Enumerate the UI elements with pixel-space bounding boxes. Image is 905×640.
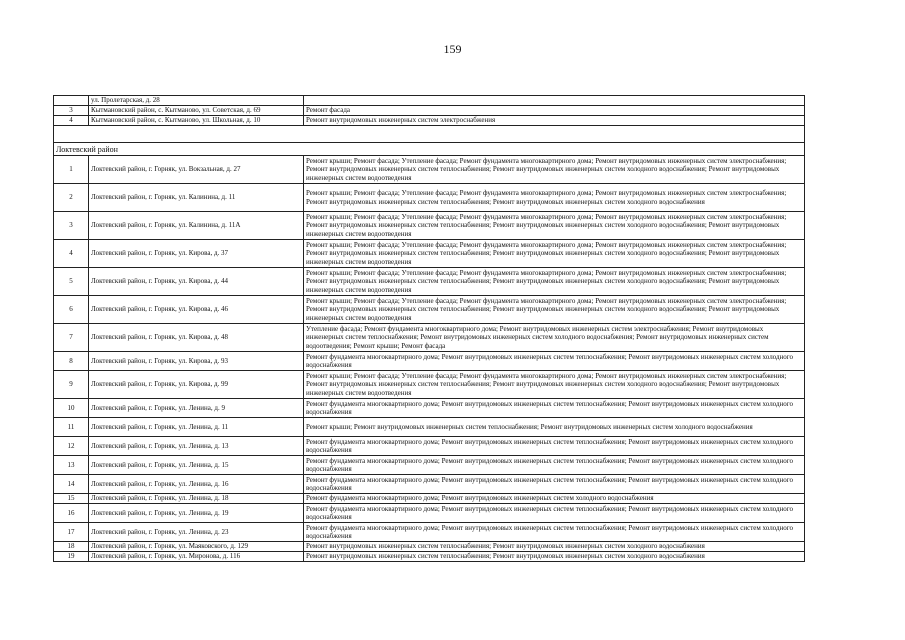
table-row	[54, 494, 805, 504]
table-row	[54, 371, 805, 399]
table-row	[54, 475, 805, 494]
table-row	[54, 106, 805, 116]
row-works: Ремонт крыши; Ремонт фасада; Утепление фасада; Ремонт фундамента многоквартирного дома; Ремонт внутридомовых инженерных систем электроснабжения; Ремонт внутридомовых инженерных систем теплоснабжения; Ремонт внутридомовых инженерных систем холодного водоснабжения; Ремонт внутридомовых инженерных систем водоотведения	[304, 212, 805, 240]
row-number: 15	[54, 494, 89, 504]
row-number: 9	[54, 371, 89, 399]
row-works: Ремонт фундамента многоквартирного дома; Ремонт внутридомовых инженерных систем холодного водоснабжения	[304, 494, 805, 504]
repair-program-table	[53, 95, 805, 562]
row-works: Ремонт фундамента многоквартирного дома; Ремонт внутридомовых инженерных систем теплоснабжения; Ремонт внутридомовых инженерных систем холодного водоснабжения	[304, 399, 805, 418]
row-number	[54, 96, 89, 106]
row-number: 3	[54, 106, 89, 116]
row-address: Локтевский район, г. Горняк, ул. Калинина, д. 11А	[89, 212, 304, 240]
table-row	[54, 96, 805, 106]
table-row	[54, 542, 805, 552]
row-number: 4	[54, 240, 89, 268]
table-row	[54, 352, 805, 371]
row-number: 14	[54, 475, 89, 494]
row-works: Ремонт крыши; Ремонт внутридомовых инженерных систем теплоснабжения; Ремонт внутридомовых инженерных систем холодного водоснабжения	[304, 418, 805, 437]
row-address: Локтевский район, г. Горняк, ул. Кирова, д. 93	[89, 352, 304, 371]
row-number: 6	[54, 296, 89, 324]
table-row	[54, 437, 805, 456]
table-row	[54, 184, 805, 212]
row-address: Локтевский район, г. Горняк, ул. Ленина, д. 16	[89, 475, 304, 494]
row-number: 12	[54, 437, 89, 456]
row-address: Локтевский район, г. Горняк, ул. Калинина, д. 11	[89, 184, 304, 212]
table-row	[54, 268, 805, 296]
row-works: Ремонт крыши; Ремонт фасада; Утепление фасада; Ремонт фундамента многоквартирного дома; Ремонт внутридомовых инженерных систем электроснабжения; Ремонт внутридомовых инженерных систем теплоснабжения; Ремонт внутридомовых инженерных систем холодного водоснабжения; Ремонт внутридомовых инженерных систем водоотведения	[304, 240, 805, 268]
table-row	[54, 296, 805, 324]
row-works: Ремонт фундамента многоквартирного дома; Ремонт внутридомовых инженерных систем теплоснабжения; Ремонт внутридомовых инженерных систем холодного водоснабжения	[304, 523, 805, 542]
table-row	[54, 324, 805, 352]
row-address: Локтевский район, г. Горняк, ул. Вокзальная, д. 27	[89, 156, 304, 184]
row-number: 2	[54, 184, 89, 212]
table-row	[54, 399, 805, 418]
row-number: 18	[54, 542, 89, 552]
row-address: Локтевский район, г. Горняк, ул. Ленина, д. 19	[89, 504, 304, 523]
row-address: Локтевский район, г. Горняк, ул. Ленина, д. 13	[89, 437, 304, 456]
row-number: 11	[54, 418, 89, 437]
row-address: ул. Пролетарская, д. 28	[89, 96, 304, 106]
row-works: Ремонт крыши; Ремонт фасада; Утепление фасада; Ремонт фундамента многоквартирного дома; Ремонт внутридомовых инженерных систем электроснабжения; Ремонт внутридомовых инженерных систем теплоснабжения; Ремонт внутридомовых инженерных систем холодного водоснабжения; Ремонт внутридомовых инженерных систем водоотведения	[304, 268, 805, 296]
row-address: Локтевский район, г. Горняк, ул. Ленина, д. 23	[89, 523, 304, 542]
row-number: 8	[54, 352, 89, 371]
row-address: Кытмановский район, с. Кытманово, ул. Школьная, д. 10	[89, 116, 304, 126]
row-number: 4	[54, 116, 89, 126]
district-header-row	[54, 143, 805, 156]
row-works: Утепление фасада; Ремонт фундамента многоквартирного дома; Ремонт внутридомовых инженерных систем электроснабжения; Ремонт внутридомовых инженерных систем теплоснабжения; Ремонт внутридомовых инженерных систем холодного водоснабжения; Ремонт внутридомовых инженерных систем водоотведения; Ремонт крыши; Ремонт фасада	[304, 324, 805, 352]
row-works: Ремонт фундамента многоквартирного дома; Ремонт внутридомовых инженерных систем теплоснабжения; Ремонт внутридомовых инженерных систем холодного водоснабжения	[304, 352, 805, 371]
row-works: Ремонт крыши; Ремонт фасада; Утепление фасада; Ремонт фундамента многоквартирного дома; Ремонт внутридомовых инженерных систем электроснабжения; Ремонт внутридомовых инженерных систем теплоснабжения; Ремонт внутридомовых инженерных систем холодного водоснабжения; Ремонт внутридомовых инженерных систем водоотведения	[304, 296, 805, 324]
row-address: Локтевский район, г. Горняк, ул. Кирова, д. 48	[89, 324, 304, 352]
row-works: Ремонт фасада	[304, 106, 805, 116]
spacer-cell	[54, 126, 805, 143]
district-title: Локтевский район	[54, 143, 805, 156]
table-row	[54, 212, 805, 240]
table-spacer-row	[54, 126, 805, 143]
row-works: Ремонт крыши; Ремонт фасада; Утепление фасада; Ремонт фундамента многоквартирного дома; Ремонт внутридомовых инженерных систем электроснабжения; Ремонт внутридомовых инженерных систем теплоснабжения; Ремонт внутридомовых инженерных систем холодного водоснабжения; Ремонт внутридомовых инженерных систем водоотведения	[304, 371, 805, 399]
row-works: Ремонт фундамента многоквартирного дома; Ремонт внутридомовых инженерных систем теплоснабжения; Ремонт внутридомовых инженерных систем холодного водоснабжения	[304, 437, 805, 456]
row-works: Ремонт внутридомовых инженерных систем теплоснабжения; Ремонт внутридомовых инженерных систем холодного водоснабжения	[304, 552, 805, 562]
table-row	[54, 504, 805, 523]
table-row	[54, 456, 805, 475]
row-number: 5	[54, 268, 89, 296]
row-number: 19	[54, 552, 89, 562]
table-row	[54, 156, 805, 184]
row-works: Ремонт фундамента многоквартирного дома; Ремонт внутридомовых инженерных систем теплоснабжения; Ремонт внутридомовых инженерных систем холодного водоснабжения	[304, 475, 805, 494]
row-works: Ремонт крыши; Ремонт фасада; Утепление фасада; Ремонт фундамента многоквартирного дома; Ремонт внутридомовых инженерных систем электроснабжения; Ремонт внутридомовых инженерных систем теплоснабжения; Ремонт внутридомовых инженерных систем холодного водоснабжения; Ремонт внутридомовых инженерных систем водоотведения	[304, 156, 805, 184]
row-works: Ремонт фундамента многоквартирного дома; Ремонт внутридомовых инженерных систем теплоснабжения; Ремонт внутридомовых инженерных систем холодного водоснабжения	[304, 504, 805, 523]
row-works	[304, 96, 805, 106]
row-address: Локтевский район, г. Горняк, ул. Маяковского, д. 129	[89, 542, 304, 552]
row-address: Кытмановский район, с. Кытманово, ул. Советская, д. 69	[89, 106, 304, 116]
row-address: Локтевский район, г. Горняк, ул. Кирова, д. 46	[89, 296, 304, 324]
row-number: 13	[54, 456, 89, 475]
row-address: Локтевский район, г. Горняк, ул. Ленина, д. 11	[89, 418, 304, 437]
page-number: 159	[443, 42, 462, 56]
row-address: Локтевский район, г. Горняк, ул. Кирова, д. 44	[89, 268, 304, 296]
row-number: 10	[54, 399, 89, 418]
table-row	[54, 552, 805, 562]
row-works: Ремонт внутридомовых инженерных систем электроснабжения	[304, 116, 805, 126]
row-number: 1	[54, 156, 89, 184]
table-row	[54, 116, 805, 126]
row-number: 17	[54, 523, 89, 542]
row-address: Локтевский район, г. Горняк, ул. Ленина, д. 15	[89, 456, 304, 475]
row-number: 3	[54, 212, 89, 240]
row-works: Ремонт крыши; Ремонт фасада; Утепление фасада; Ремонт фундамента многоквартирного дома; Ремонт внутридомовых инженерных систем электроснабжения; Ремонт внутридомовых инженерных систем теплоснабжения; Ремонт внутридомовых инженерных систем холодного водоснабжения	[304, 184, 805, 212]
row-address: Локтевский район, г. Горняк, ул. Кирова, д. 99	[89, 371, 304, 399]
row-address: Локтевский район, г. Горняк, ул. Кирова, д. 37	[89, 240, 304, 268]
row-works: Ремонт фундамента многоквартирного дома; Ремонт внутридомовых инженерных систем теплоснабжения; Ремонт внутридомовых инженерных систем холодного водоснабжения	[304, 456, 805, 475]
table-row	[54, 240, 805, 268]
table-row	[54, 418, 805, 437]
row-address: Локтевский район, г. Горняк, ул. Ленина, д. 9	[89, 399, 304, 418]
row-works: Ремонт внутридомовых инженерных систем теплоснабжения; Ремонт внутридомовых инженерных систем холодного водоснабжения	[304, 542, 805, 552]
row-address: Локтевский район, г. Горняк, ул. Миронова, д. 116	[89, 552, 304, 562]
table-row	[54, 523, 805, 542]
row-address: Локтевский район, г. Горняк, ул. Ленина, д. 18	[89, 494, 304, 504]
row-number: 16	[54, 504, 89, 523]
row-number: 7	[54, 324, 89, 352]
